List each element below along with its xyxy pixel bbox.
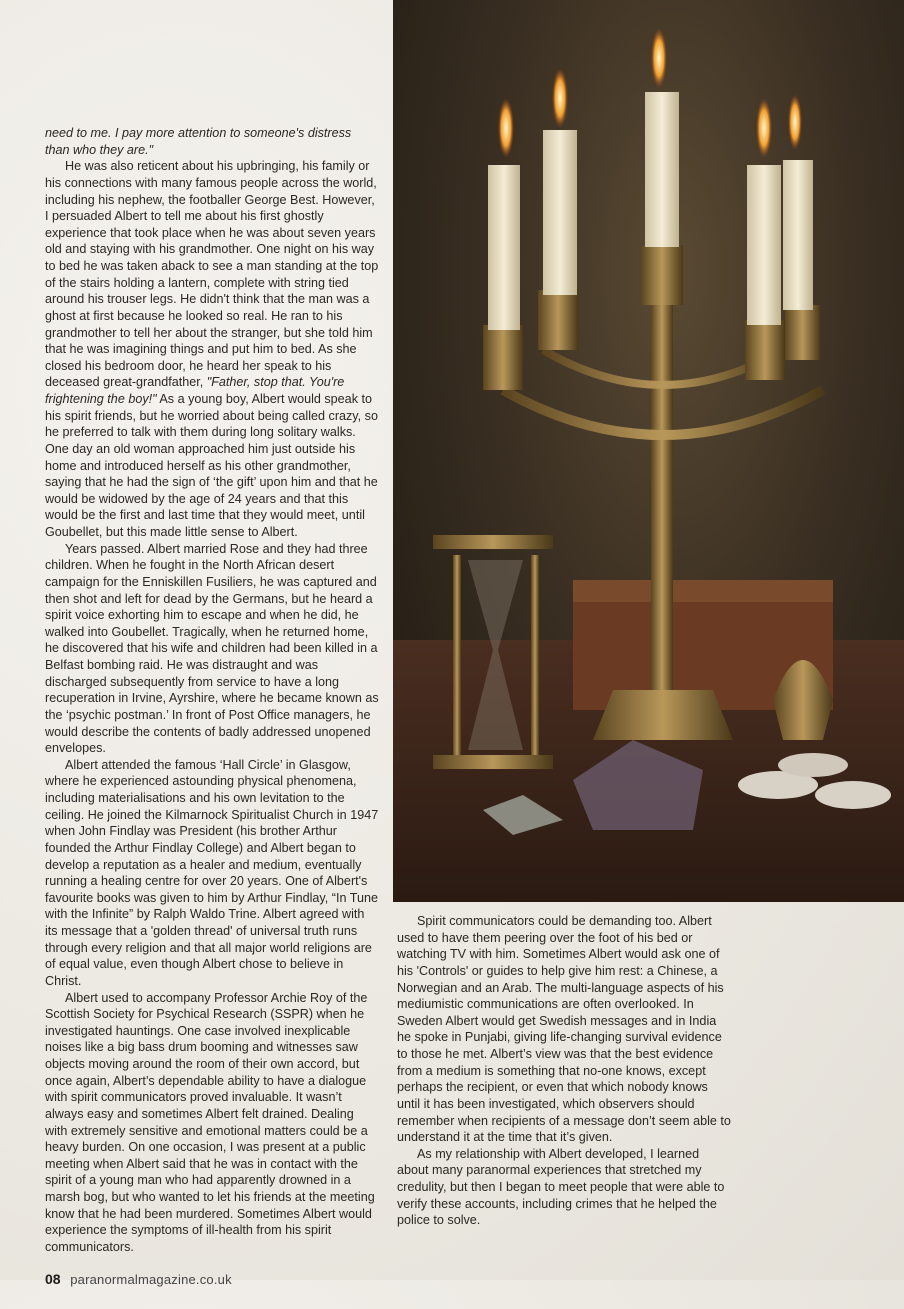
page-number: 08 bbox=[45, 1270, 61, 1287]
website-url: paranormalmagazine.co.uk bbox=[70, 1271, 232, 1287]
quote-text: "Father, stop that. You're frightening the boy!" bbox=[45, 375, 345, 406]
article-paragraph bbox=[45, 757, 379, 990]
paragraph-text: Spirit communicators could be demanding too. Albert used to have them peering over the foot of his bed or watching TV with him. Sometimes Albert would ask one of his 'Controls' or guides to help give him rest: a Chinese, a Norwegian and an Arab. The multi-language aspects of his mediumistic communications are often overlooked. In Sweden Albert would get Swedish messages and in India he spoke in Punjabi, giving life-changing survival evidence to those he met. Albert’s view was that the best evidence from a medium is something that no-one knows, except perhaps the recipient, or even that which nobody knows until it has been investigated, which observers should remember when recipients of a message don’t seem able to understand it at the time that it’s given. bbox=[397, 914, 731, 1145]
article-column-right bbox=[397, 913, 731, 1229]
candelabra-illustration bbox=[393, 0, 904, 902]
article-paragraph bbox=[397, 1146, 731, 1229]
paragraph-text: Albert used to accompany Professor Archie Roy of the Scottish Society for Psychical Research (SSPR) when he investigated hauntings. One case involved inexplicable noises like a big bass drum booming and witnesses saw objects moving around the room of their own accord, but once again, Albert’s dependable ability to have a dialogue with spirit communicators proved invaluable. It wasn’t always easy and sometimes Albert felt drained. Dealing with extremely sensitive and emotional matters could be a heavy burden. On one occasion, I was present at a public meeting when Albert said that he was in contact with the spirit of a young man who had apparently drowned in a marsh bog, but who wanted to let his friends at the meeting know that he had been murdered. Sometimes Albert would experience the symptoms of ill-health from his spirit communicators. bbox=[45, 990, 375, 1254]
candelabra-photo bbox=[393, 0, 904, 902]
left-column-wrapper bbox=[45, 125, 379, 1309]
article-paragraph bbox=[45, 990, 379, 1256]
paragraph-text: He was also reticent about his upbringing, his family or his connections with many famous people across the world, including his nephew, the footballer George Best. However, I persuaded Albert to tell me about his first ghostly experience that took place when he was about seven years old and staying with his grandmother. One night on his way to bed he was taken aback to see a man standing at the top of the stairs holding a lantern, complete with string tied around his trouser legs. He didn't think that the man was a ghost at first because he looked so real. He ran to his grandmother to tell her about the stranger, but she told him that he was imagining things and put him to bed. As she closed his bedroom door, he heard her speak to his deceased great-grandfather, bbox=[45, 159, 379, 390]
paragraph-text: Albert attended the famous ‘Hall Circle’ in Glasgow, where he experienced astounding physical phenomena, including materialisations and his own levitation to the ceiling. He joined the Kilmarnock Spiritualist Church in 1947 when John Findlay was President (his brother Arthur founded the Arthur Findlay College) and Albert began to develop a reputation as a healer and medium, eventually running a healing centre for over 20 years. One of Albert's favourite books was given to him by Arthur Findlay, “In Tune with the Infinite” by Ralph Waldo Trine. Albert agreed with its message that a 'golden thread' of universal truth runs through every religion and that all major world religions are of equal value, even though Albert chose to believe in Christ. bbox=[45, 757, 379, 988]
article-paragraph bbox=[397, 913, 731, 1146]
article-paragraph bbox=[45, 158, 379, 540]
paragraph-text: Years passed. Albert married Rose and they had three children. When he fought in the North African desert campaign for the Enniskillen Fusiliers, he was captured and then shot and left for dead by the Germans, but he heard a spirit voice exhorting him to escape and when he did, he walked into Goubellet. Tragically, when he returned home, he discovered that his wife and children had been killed in a Belfast bombing raid. He was distraught and was discharged subsequently from service to have a long recuperation in Irvine, Ayrshire, where he became known as the ‘psychic postman.’ In front of Post Office managers, he would describe the contents of badly addressed unopened envelopes. bbox=[45, 541, 379, 756]
page-footer bbox=[45, 1270, 379, 1289]
quote-text: need to me. I pay more attention to someone's distress than who they are." bbox=[45, 126, 352, 157]
article-column-left bbox=[45, 125, 379, 1256]
article-paragraph bbox=[45, 541, 379, 757]
paragraph-text: As a young boy, Albert would speak to his spirit friends, but he worried about being called crazy, so he preferred to talk with them during long solitary walks. One day an old woman approached him just outside his home and introduced herself as his other grandmother, saying that he had the sign of ‘the gift’ upon him and that he would be widowed by the age of 24 years and that this would be the first and last time that they would meet, until Goubellet, but this made little sense to Albert. bbox=[45, 392, 378, 539]
paragraph-text: As my relationship with Albert developed, I learned about many paranormal experiences that stretched my credulity, but then I began to meet people that were able to verify these accounts, including crimes that he helped the police to solve. bbox=[397, 1146, 725, 1228]
article-paragraph bbox=[45, 125, 379, 158]
